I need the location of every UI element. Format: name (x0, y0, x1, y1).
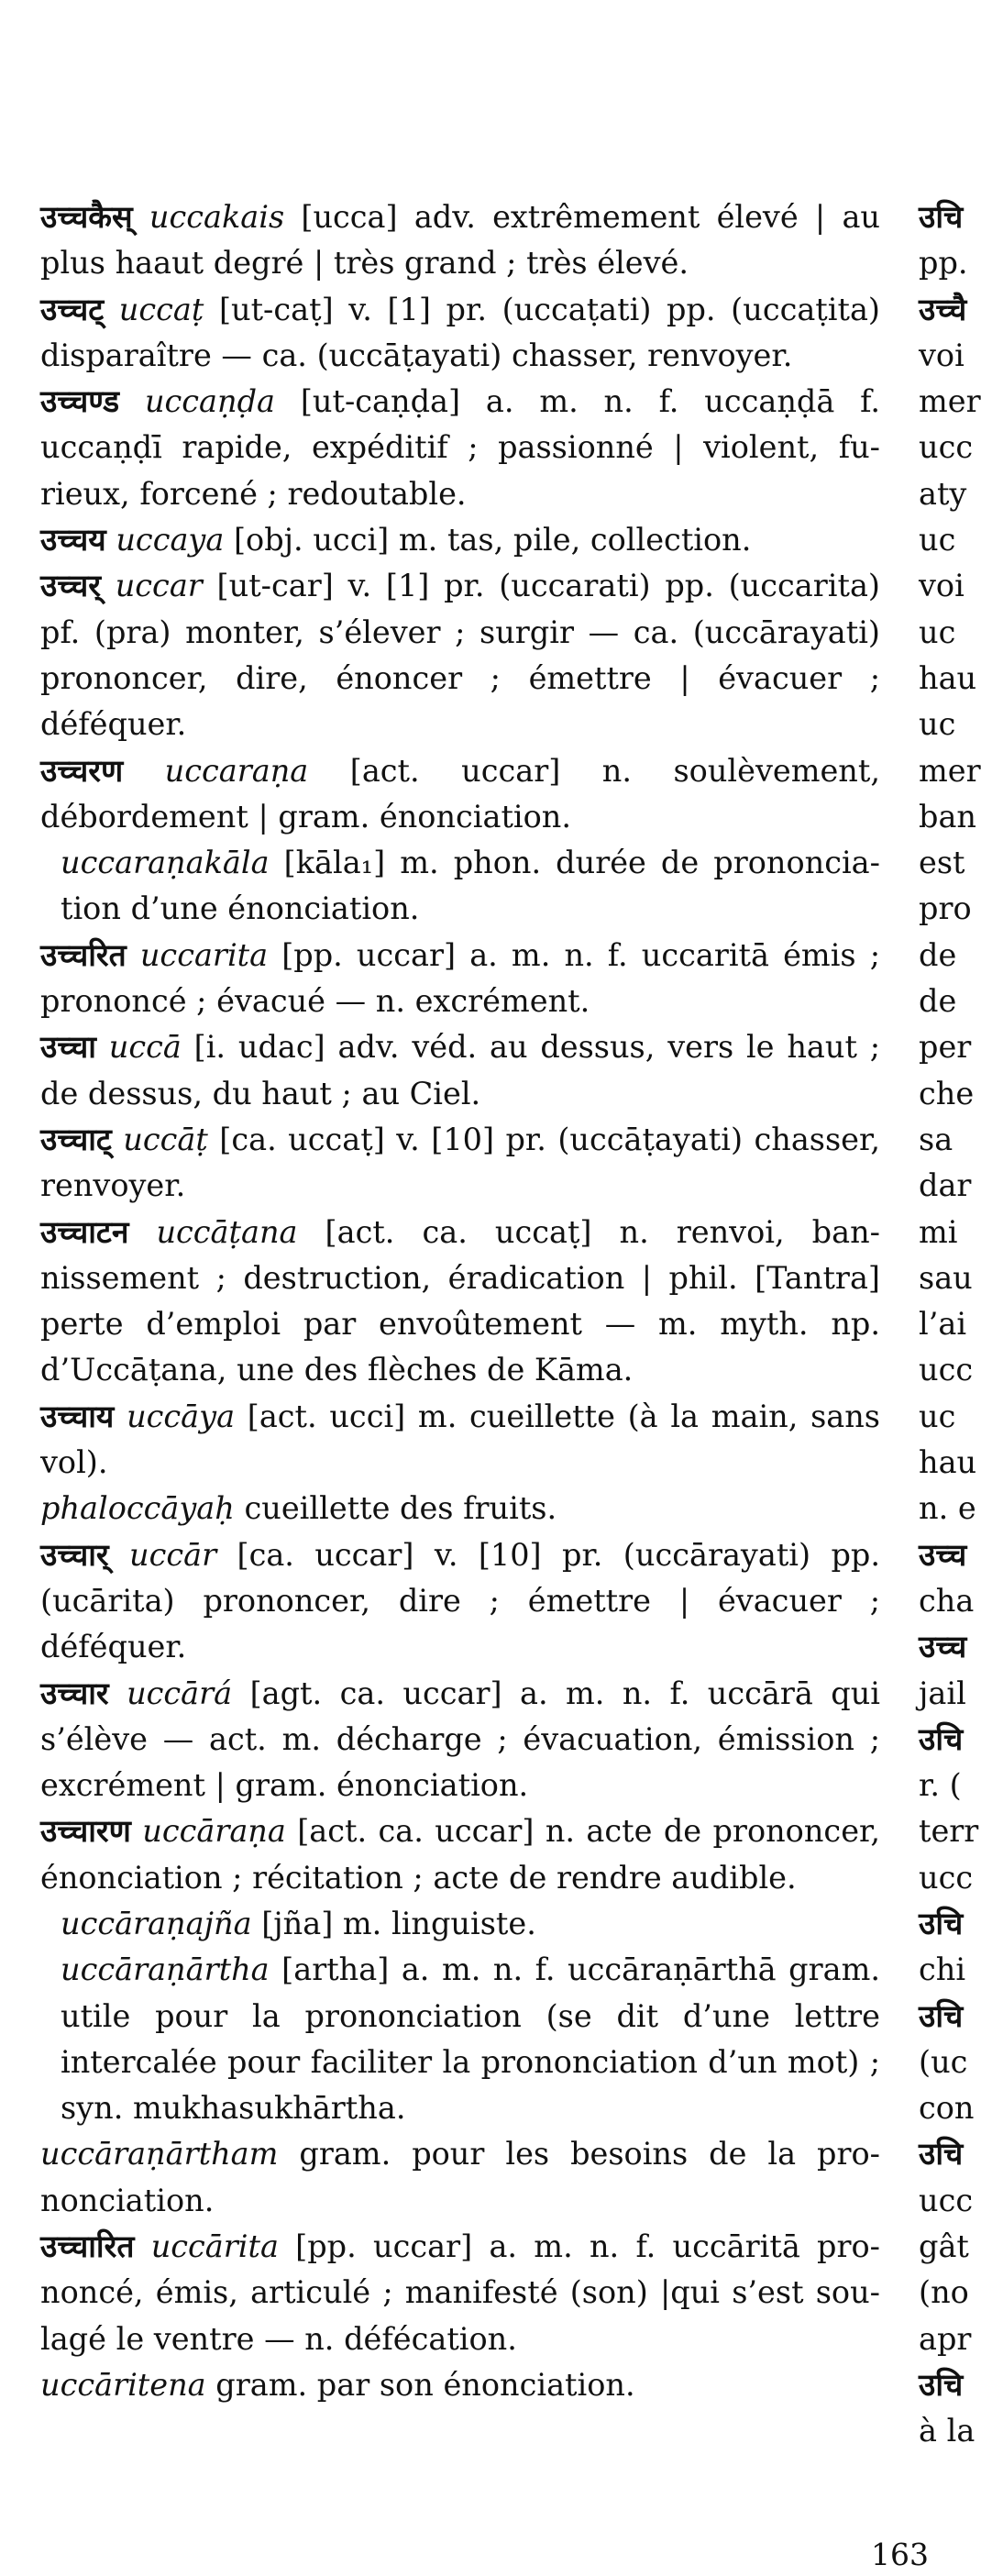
right-column-fragment: sau (919, 1259, 973, 1296)
right-column-fragment: per (919, 1029, 972, 1066)
right-column-fragment: उचि (919, 2366, 964, 2403)
dictionary-entry (40, 1394, 880, 1487)
dictionary-entry (40, 1808, 880, 1901)
definition: [pp. uccar] a. m. n. f. uccaritā émis ; prononcé ; évacué — n. excrément. (40, 936, 881, 1020)
transliteration: phaloccāyaḥ (40, 1490, 235, 1527)
right-column-fragment: उच्चै (919, 291, 967, 327)
headword-devanagari: उच्चट् (40, 291, 105, 327)
dictionary-entry (40, 1024, 880, 1117)
definition: [ut-caṭ] v. [1] pr. (uccaṭati) pp. (uccaṭita) disparaître — ca. (uccāṭayati) chasser, renvoyer. (40, 291, 880, 373)
right-column-fragment: voi (919, 568, 964, 604)
left-column (40, 194, 880, 2408)
right-column-fragment: de (919, 983, 957, 1020)
right-column-fragment: उचि (919, 1720, 964, 1757)
headword-devanagari: उच्चारण (40, 1813, 131, 1850)
definition: [act. uccar] n. soulèvement, débordement | gram. énonciation. (40, 752, 880, 835)
headword-devanagari: उच्चकैस् (40, 199, 133, 235)
definition: [agt. ca. uccar] a. m. n. f. uccārā qui s’élève — act. m. décharge ; évacuation, émission ; excrément | gram. énonciation. (40, 1675, 880, 1804)
right-column-fragment: hau (919, 1444, 977, 1481)
page-number: 163 (871, 2537, 929, 2572)
right-column-fragment: à la (919, 2413, 975, 2449)
dictionary-entry (40, 563, 880, 747)
headword-devanagari: उच्चार (40, 1675, 109, 1711)
right-column-fragment: mi (919, 1213, 958, 1250)
right-column-fragment: ucc (919, 1859, 974, 1896)
definition: [ca. uccar] v. [10] pr. (uccārayati) pp. (ucārita) prononcer, dire ; émettre | évacuer ; déféquer. (40, 1536, 880, 1665)
right-column-fragment: r. ( (919, 1767, 962, 1804)
transliteration: uccaya (116, 522, 225, 558)
right-column-fragment: dar (919, 1167, 972, 1204)
transliteration: uccakais (149, 199, 285, 235)
transliteration: uccaṭ (118, 291, 204, 327)
headword-devanagari: उच्चाय (40, 1398, 115, 1434)
right-column-fragment: ucc (919, 1352, 974, 1388)
headword-devanagari: उच्चर् (40, 568, 101, 604)
definition: [jña] m. linguiste. (251, 1905, 536, 1941)
right-column-fragment: mer (919, 383, 981, 420)
transliteration: uccāraṇārtha (61, 1951, 270, 1988)
right-column-fragment: n. e (919, 1490, 976, 1527)
right-column-fragment: ucc (919, 2182, 974, 2218)
transliteration: uccaraṇakāla (61, 845, 270, 881)
definition: [act. ca. uccaṭ] n. renvoi, bannissement ; destruction, éradication | phil. [Tantra] perte d’emploi par envoûtement — m. myth. np. d’Uccāṭana, une des flèches de Kāma. (40, 1213, 880, 1388)
right-column-fragment: pro (919, 890, 972, 927)
transliteration: uccār (129, 1536, 217, 1573)
dictionary-entry (40, 2224, 880, 2362)
right-column-fragment: terr (919, 1813, 979, 1850)
definition: [ut-caṇḍa] a. m. n. f. uccaṇḍā f. uccaṇḍī rapide, expéditif ; passionné | violent, furieux, forcené ; redoutable. (40, 383, 880, 512)
headword-devanagari: उच्चाटन (40, 1213, 129, 1250)
right-column-fragment: apr (919, 2320, 972, 2357)
dictionary-entry (40, 287, 880, 380)
right-column-fragment: cha (919, 1582, 975, 1619)
right-column-fragment: aty (919, 475, 967, 512)
transliteration: uccāraṇārtham (40, 2136, 279, 2172)
transliteration: uccā (108, 1029, 182, 1066)
definition: [ut-car] v. [1] pr. (uccarati) pp. (uccarita) pf. (pra) monter, s’élever ; surgir — ca. (uccārayati) prononcer, dire, énoncer ; émettre | évacuer ; déféquer. (40, 568, 880, 743)
right-column-fragment: उच्च (919, 1536, 967, 1573)
right-column-fragment: uc (919, 614, 956, 650)
dictionary-entry (40, 1671, 880, 1809)
right-column-fragment: est (919, 845, 965, 881)
transliteration: uccaraṇa (164, 752, 309, 789)
transliteration: uccarita (139, 936, 269, 973)
transliteration: uccāritena (40, 2366, 206, 2403)
right-column-fragment: l’ai (919, 1306, 967, 1343)
right-column-fragment: उचि (919, 199, 964, 235)
definition: [pp. uccar] a. m. n. f. uccāritā prononcé, émis, articulé ; manifesté (son) |qui s’est soulagé le ventre — n. défécation. (40, 2228, 880, 2357)
dictionary-entry (40, 379, 880, 517)
sub-entry (40, 1486, 880, 1531)
right-column-fragment: उचि (919, 2136, 964, 2172)
dictionary-entry (40, 933, 880, 1025)
sub-entry (40, 840, 880, 933)
dictionary-entry (40, 1210, 880, 1394)
sub-entry (40, 1901, 880, 1947)
sub-entry (40, 2362, 880, 2408)
definition: [i. udac] adv. véd. au dessus, vers le haut ; de dessus, du haut ; au Ciel. (40, 1029, 880, 1111)
right-column-fragment: voi (919, 337, 964, 373)
right-column-fragment: mer (919, 752, 981, 789)
definition: gram. par son énonciation. (205, 2366, 635, 2403)
right-column-fragment: che (919, 1075, 975, 1111)
right-column-fragment: chi (919, 1951, 966, 1988)
dictionary-entry (40, 748, 880, 841)
definition: [ucca] adv. extrêmement élevé | au plus haaut degré | très grand ; très élevé. (40, 199, 880, 282)
right-column-fragment: (no (919, 2274, 969, 2311)
definition: [artha] a. m. n. f. uccāraṇārthā gram. utile pour la prononciation (se dit d’une lettre intercalée pour faciliter la prononciation d’un mot) ; syn. mukhasukhārtha. (61, 1951, 880, 2127)
right-column-fragment: ban (919, 798, 976, 835)
headword-devanagari: उच्चारित (40, 2228, 135, 2265)
right-column-fragment: pp. (919, 245, 968, 282)
right-column-fragment: uc (919, 706, 956, 743)
right-column-fragment: hau (919, 659, 977, 696)
right-column-fragment: उच्च (919, 1629, 967, 1665)
transliteration: uccaṇḍa (144, 383, 276, 420)
transliteration: uccāṭ (123, 1121, 208, 1157)
right-column-fragment: उचि (919, 1905, 964, 1941)
headword-devanagari: उच्चाट् (40, 1121, 112, 1157)
sub-entry (40, 1947, 880, 2131)
definition: [act. ucci] m. cueillette (à la main, sans vol). (40, 1398, 881, 1481)
right-column-fragment: sa (919, 1121, 953, 1157)
transliteration: uccāya (127, 1398, 236, 1434)
right-column-fragment: de (919, 936, 957, 973)
transliteration: uccāraṇa (142, 1813, 286, 1850)
dictionary-entry (40, 517, 880, 563)
definition: [kāla₁] m. phon. durée de prononciation d’une énonciation. (61, 845, 880, 927)
dictionary-entry (40, 1532, 880, 1671)
transliteration: uccar (115, 568, 203, 604)
right-column-fragment: uc (919, 522, 956, 558)
transliteration: uccārita (150, 2228, 279, 2265)
definition: [act. ca. uccar] n. acte de prononcer, énonciation ; récitation ; acte de rendre audible. (40, 1813, 880, 1896)
headword-devanagari: उच्चण्ड (40, 383, 120, 420)
headword-devanagari: उच्चरण (40, 752, 124, 789)
right-column-fragment: uc (919, 1398, 956, 1434)
headword-devanagari: उच्चरित (40, 936, 127, 973)
transliteration: uccāṭana (156, 1213, 298, 1250)
right-column-fragment: उचि (919, 1997, 964, 2034)
definition: [ca. uccaṭ] v. [10] pr. (uccāṭayati) chasser, renvoyer. (40, 1121, 880, 1204)
right-column-fragment: gât (919, 2228, 969, 2265)
definition: gram. pour les besoins de la prononciation. (40, 2136, 880, 2218)
dictionary-entry (40, 1117, 880, 1210)
dictionary-entry (40, 194, 880, 287)
definition: cueillette des fruits. (234, 1490, 557, 1527)
right-column (919, 194, 981, 2455)
definition: [obj. ucci] m. tas, pile, collection. (224, 522, 752, 558)
transliteration: uccārá (127, 1675, 233, 1711)
transliteration: uccāraṇajña (61, 1905, 252, 1941)
headword-devanagari: उच्चार् (40, 1536, 109, 1573)
headword-devanagari: उच्चा (40, 1029, 96, 1066)
right-column-fragment: ucc (919, 429, 974, 466)
right-column-fragment: (uc (919, 2043, 968, 2080)
sub-entry (40, 2131, 880, 2224)
headword-devanagari: उच्चय (40, 522, 106, 558)
right-column-fragment: con (919, 2090, 975, 2127)
right-column-fragment: jail (919, 1675, 966, 1711)
